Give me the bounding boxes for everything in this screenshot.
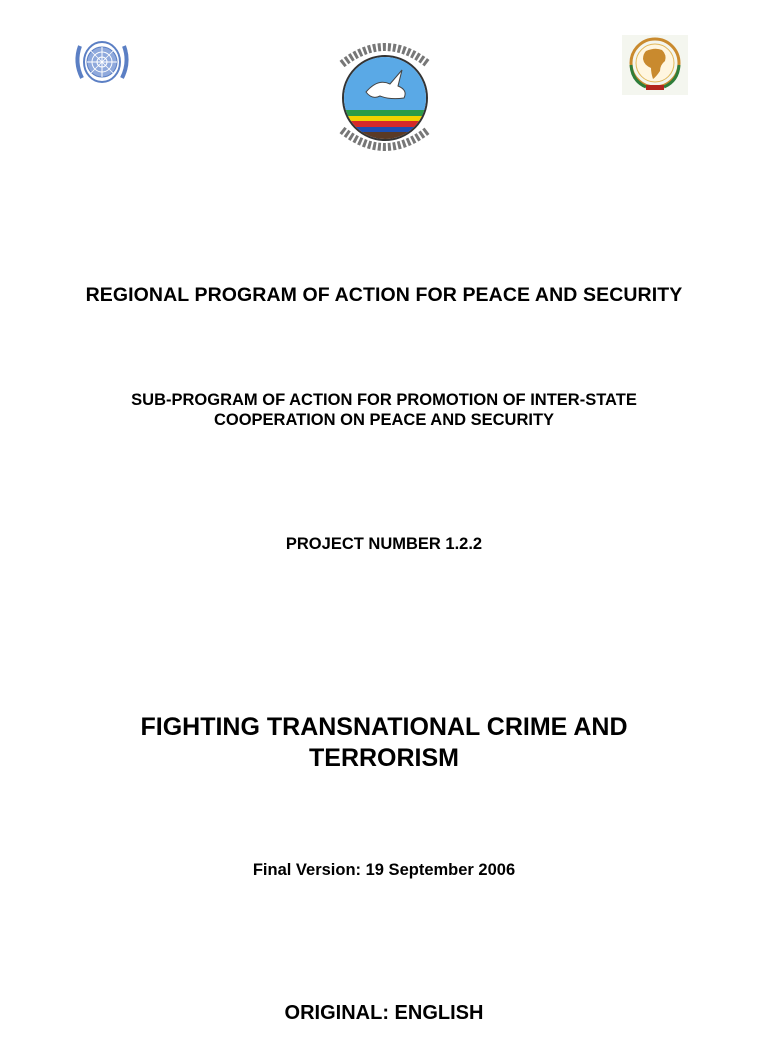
african-union-emblem-logo xyxy=(622,35,688,95)
project-title-line2: TERRORISM xyxy=(309,744,459,772)
project-number: PROJECT NUMBER 1.2.2 xyxy=(285,535,483,553)
icglr-emblem-logo xyxy=(328,34,442,160)
un-emblem-logo xyxy=(70,36,134,88)
project-title-line1: FIGHTING TRANSNATIONAL CRIME AND xyxy=(140,713,628,741)
program-title: REGIONAL PROGRAM OF ACTION FOR PEACE AND SECURITY xyxy=(85,284,683,306)
sub-program-title-line1: SUB-PROGRAM OF ACTION FOR PROMOTION OF INTER-STATE xyxy=(131,391,637,409)
original-language: ORIGINAL: ENGLISH xyxy=(284,1002,484,1024)
sub-program-title-line2: COOPERATION ON PEACE AND SECURITY xyxy=(213,411,555,429)
version-date: Final Version: 19 September 2006 xyxy=(252,861,516,879)
